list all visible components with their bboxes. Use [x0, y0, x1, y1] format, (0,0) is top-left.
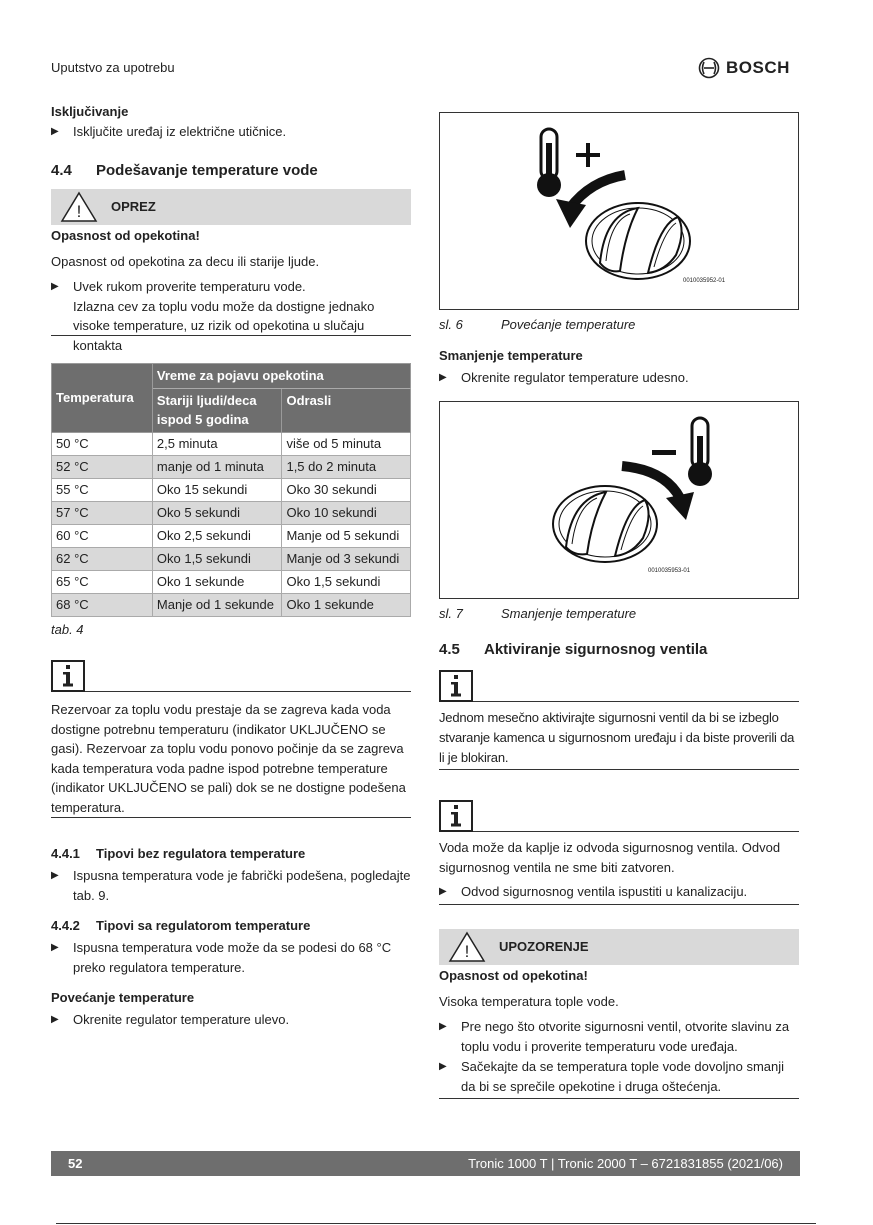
table-row — [52, 524, 411, 547]
section-4-4-1-bullet — [51, 866, 411, 906]
bullet-arrow-icon: ▶ — [51, 941, 59, 953]
adults-cell: Manje od 3 sekundi — [282, 547, 411, 570]
caution-text: Opasnost od opekotina za decu ili starije ljude. — [51, 253, 320, 269]
temperature-cell: 65 °C — [52, 570, 153, 593]
figure-6 — [439, 112, 799, 310]
adults-cell: Manje od 5 sekundi — [282, 524, 411, 547]
bullet-arrow-icon: ▶ — [51, 1013, 59, 1025]
section-number: 4.4.2 — [51, 918, 80, 933]
info-2-rule — [439, 769, 799, 770]
bullet-arrow-icon: ▶ — [439, 1021, 447, 1032]
warning-bar — [439, 929, 799, 965]
warning-rule — [439, 1098, 799, 1099]
elderly-children-cell: manje od 1 minuta — [152, 455, 282, 478]
table-row — [52, 478, 411, 501]
section-4-4-1-bullet-text: Ispusna temperatura vode je fabrički podešena, pogledajte tab. 9. — [73, 867, 411, 903]
info-3-rule — [439, 904, 799, 905]
figure-caption-text: Smanjenje temperature — [501, 606, 637, 621]
table-row — [52, 547, 411, 570]
increase-title: Povećanje temperature — [51, 990, 195, 1005]
col-elderly-children: Stariji ljudi/deca ispod 5 godina — [152, 388, 282, 432]
warning-triangle-icon — [59, 191, 99, 223]
warning-subtitle: Opasnost od opekotina! — [439, 968, 588, 983]
switchoff-bullet — [51, 122, 411, 142]
bullet-arrow-icon: ▶ — [51, 125, 59, 137]
warning-block — [439, 929, 799, 1097]
section-4-4-2-bullet-text: Ispusna temperatura vode može da se podesi do 68 °C preko regulatora temperature. — [73, 939, 392, 975]
figure-id: 0010035953-01 — [648, 568, 691, 574]
elderly-children-cell: 2,5 minuta — [152, 432, 282, 455]
adults-cell: Oko 1,5 sekundi — [282, 570, 411, 593]
elderly-children-cell: Manje od 1 sekunde — [152, 593, 282, 616]
info-icon — [439, 800, 473, 832]
section-4-4-1 — [51, 844, 411, 906]
warning-bullet-2-text: Sačekajte da se temperatura tople vode dovoljno smanji da bi se sprečile opekotine i druga oštećenja. — [461, 1059, 785, 1094]
bosch-armature-icon — [698, 57, 720, 79]
section-4-4-2 — [51, 916, 411, 978]
warning-bullet-1-text: Pre nego što otvorite sigurnosni ventil, otvorite slavinu za toplu vodu i proverite temperaturu vode uređaja. — [461, 1019, 790, 1054]
section-title: Tipovi bez regulatora temperature — [96, 846, 306, 861]
bullet-arrow-icon: ▶ — [439, 371, 447, 383]
section-4-4-1-heading — [51, 844, 411, 864]
info-1-rule — [51, 817, 411, 818]
switchoff-bullet-text: Isključite uređaj iz električne utičnice. — [73, 123, 287, 139]
page-number: 52 — [68, 1155, 83, 1171]
caution-block — [51, 189, 411, 355]
section-number: 4.5 — [439, 641, 460, 658]
increase-temperature-illustration — [440, 113, 798, 309]
bottom-rule — [56, 1223, 816, 1224]
brand-name: BOSCH — [726, 58, 790, 77]
elderly-children-cell: Oko 2,5 sekundi — [152, 524, 282, 547]
info-head-line — [473, 831, 799, 832]
section-title: Podešavanje temperature vode — [96, 162, 318, 179]
section-title: Aktiviranje sigurnosnog ventila — [484, 641, 708, 658]
info-icon — [51, 660, 85, 692]
header-title: Uputstvo za upotrebu — [51, 60, 175, 75]
section-4-5-heading — [439, 639, 799, 662]
info-3-bullet — [439, 882, 799, 902]
table-row — [52, 501, 411, 524]
info-1-text: Rezervoar za toplu vodu prestaje da se zagreva kada voda dostigne potrebnu temperaturu (indikator UKLJUČENO se gasi). Rezervoar za toplu vodu ponovo počinje da se zagreva kada temperatura voda padne ispod potrebne temperature (indikator UKLJUČENO se pali) dok se ne dostigne podešena temperatura. — [51, 702, 406, 815]
section-4-4-2-bullet — [51, 938, 411, 978]
info-head — [439, 800, 799, 832]
adults-cell: Oko 30 sekundi — [282, 478, 411, 501]
caution-detail: Izlazna cev za toplu vodu može da dostigne jednako visoke temperature, uz rizik od opekotina u slučaju kontakta — [73, 298, 375, 353]
col-scald-time: Vreme za pojavu opekotina — [152, 364, 410, 389]
info-3-text: Voda može da kaplje iz odvoda sigurnosnog ventila. Odvod sigurnosnog ventila ne sme biti zatvoren. — [439, 840, 781, 875]
temperature-cell: 60 °C — [52, 524, 153, 547]
svg-text:!: ! — [464, 942, 470, 961]
bullet-arrow-icon: ▶ — [51, 869, 59, 881]
table-caption: tab. 4 — [51, 621, 84, 637]
bullet-arrow-icon: ▶ — [439, 1061, 447, 1072]
switchoff-title: Isključivanje — [51, 104, 129, 119]
info-block-3 — [439, 800, 799, 902]
table-row — [52, 593, 411, 616]
info-block-1 — [51, 660, 411, 817]
adults-cell: više od 5 minuta — [282, 432, 411, 455]
temperature-cell: 57 °C — [52, 501, 153, 524]
switchoff-block — [51, 102, 411, 141]
caution-bullet-text: Uvek rukom proverite temperaturu vode. — [73, 279, 306, 294]
bosch-logo — [698, 55, 790, 81]
info-block-2 — [439, 670, 799, 768]
elderly-children-cell: Oko 5 sekundi — [152, 501, 282, 524]
elderly-children-cell: Oko 1,5 sekundi — [152, 547, 282, 570]
caution-bullet — [51, 277, 411, 297]
adults-cell: 1,5 do 2 minuta — [282, 455, 411, 478]
adults-cell: Oko 10 sekundi — [282, 501, 411, 524]
col-adults: Odrasli — [282, 388, 411, 432]
increase-block — [51, 988, 411, 1029]
warning-text: Visoka temperatura tople vode. — [439, 993, 619, 1009]
caution-rule — [51, 335, 411, 336]
warning-triangle-icon — [447, 931, 487, 963]
temperature-cell: 50 °C — [52, 432, 153, 455]
caution-subtitle: Opasnost od opekotina! — [51, 228, 200, 243]
svg-text:!: ! — [76, 202, 82, 221]
warning-bullet-1 — [439, 1017, 799, 1057]
warning-bullet-2 — [439, 1057, 799, 1097]
scald-time-table — [51, 363, 411, 639]
decrease-bullet-text: Okrenite regulator temperature udesno. — [461, 369, 689, 385]
info-3-bullet-text: Odvod sigurnosnog ventila ispustiti u kanalizaciju. — [461, 884, 748, 899]
temperature-cell: 68 °C — [52, 593, 153, 616]
table-row — [52, 570, 411, 593]
section-title: Tipovi sa regulatorom temperature — [96, 918, 311, 933]
table-row — [52, 432, 411, 455]
adults-cell: Oko 1 sekunde — [282, 593, 411, 616]
section-number: 4.4 — [51, 162, 72, 179]
figure-ref: sl. 6 — [439, 317, 463, 332]
info-head-line — [85, 691, 411, 692]
bullet-arrow-icon: ▶ — [439, 886, 447, 897]
figure-6-caption — [439, 315, 635, 335]
increase-bullet-text: Okrenite regulator temperature ulevo. — [73, 1011, 290, 1027]
figure-ref: sl. 7 — [439, 606, 463, 621]
info-2-text: Jednom mesečno aktivirajte sigurnosni ventil da bi se izbeglo stvaranje kamenca u sigurnosnom uređaju i da biste proverili da li je blokiran. — [439, 710, 795, 765]
temperature-cell: 62 °C — [52, 547, 153, 570]
figure-7 — [439, 401, 799, 599]
figure-id: 0010035952-01 — [683, 278, 726, 284]
elderly-children-cell: Oko 1 sekunde — [152, 570, 282, 593]
decrease-temperature-illustration — [440, 402, 798, 598]
section-4-4-2-heading — [51, 916, 411, 936]
bullet-arrow-icon: ▶ — [51, 281, 59, 292]
section-number: 4.4.1 — [51, 846, 80, 861]
footer-bar — [51, 1151, 800, 1176]
info-head — [51, 660, 411, 692]
temperature-cell: 55 °C — [52, 478, 153, 501]
elderly-children-cell: Oko 15 sekundi — [152, 478, 282, 501]
col-temperature: Temperatura — [52, 364, 153, 433]
info-head — [439, 670, 799, 702]
document-id: Tronic 1000 T | Tronic 2000 T – 6721831855 (2021/06) — [468, 1155, 783, 1171]
info-head-line — [473, 701, 799, 702]
increase-bullet — [51, 1010, 411, 1030]
info-icon — [439, 670, 473, 702]
temperature-cell: 52 °C — [52, 455, 153, 478]
table-row — [52, 455, 411, 478]
decrease-bullet — [439, 368, 799, 388]
figure-7-caption — [439, 604, 636, 624]
warning-label: UPOZORENJE — [499, 939, 589, 955]
decrease-title: Smanjenje temperature — [439, 348, 583, 363]
caution-bar — [51, 189, 411, 225]
section-4-4-heading — [51, 160, 411, 183]
figure-caption-text: Povećanje temperature — [501, 317, 636, 332]
caution-label: OPREZ — [111, 199, 156, 215]
decrease-block — [439, 346, 799, 387]
